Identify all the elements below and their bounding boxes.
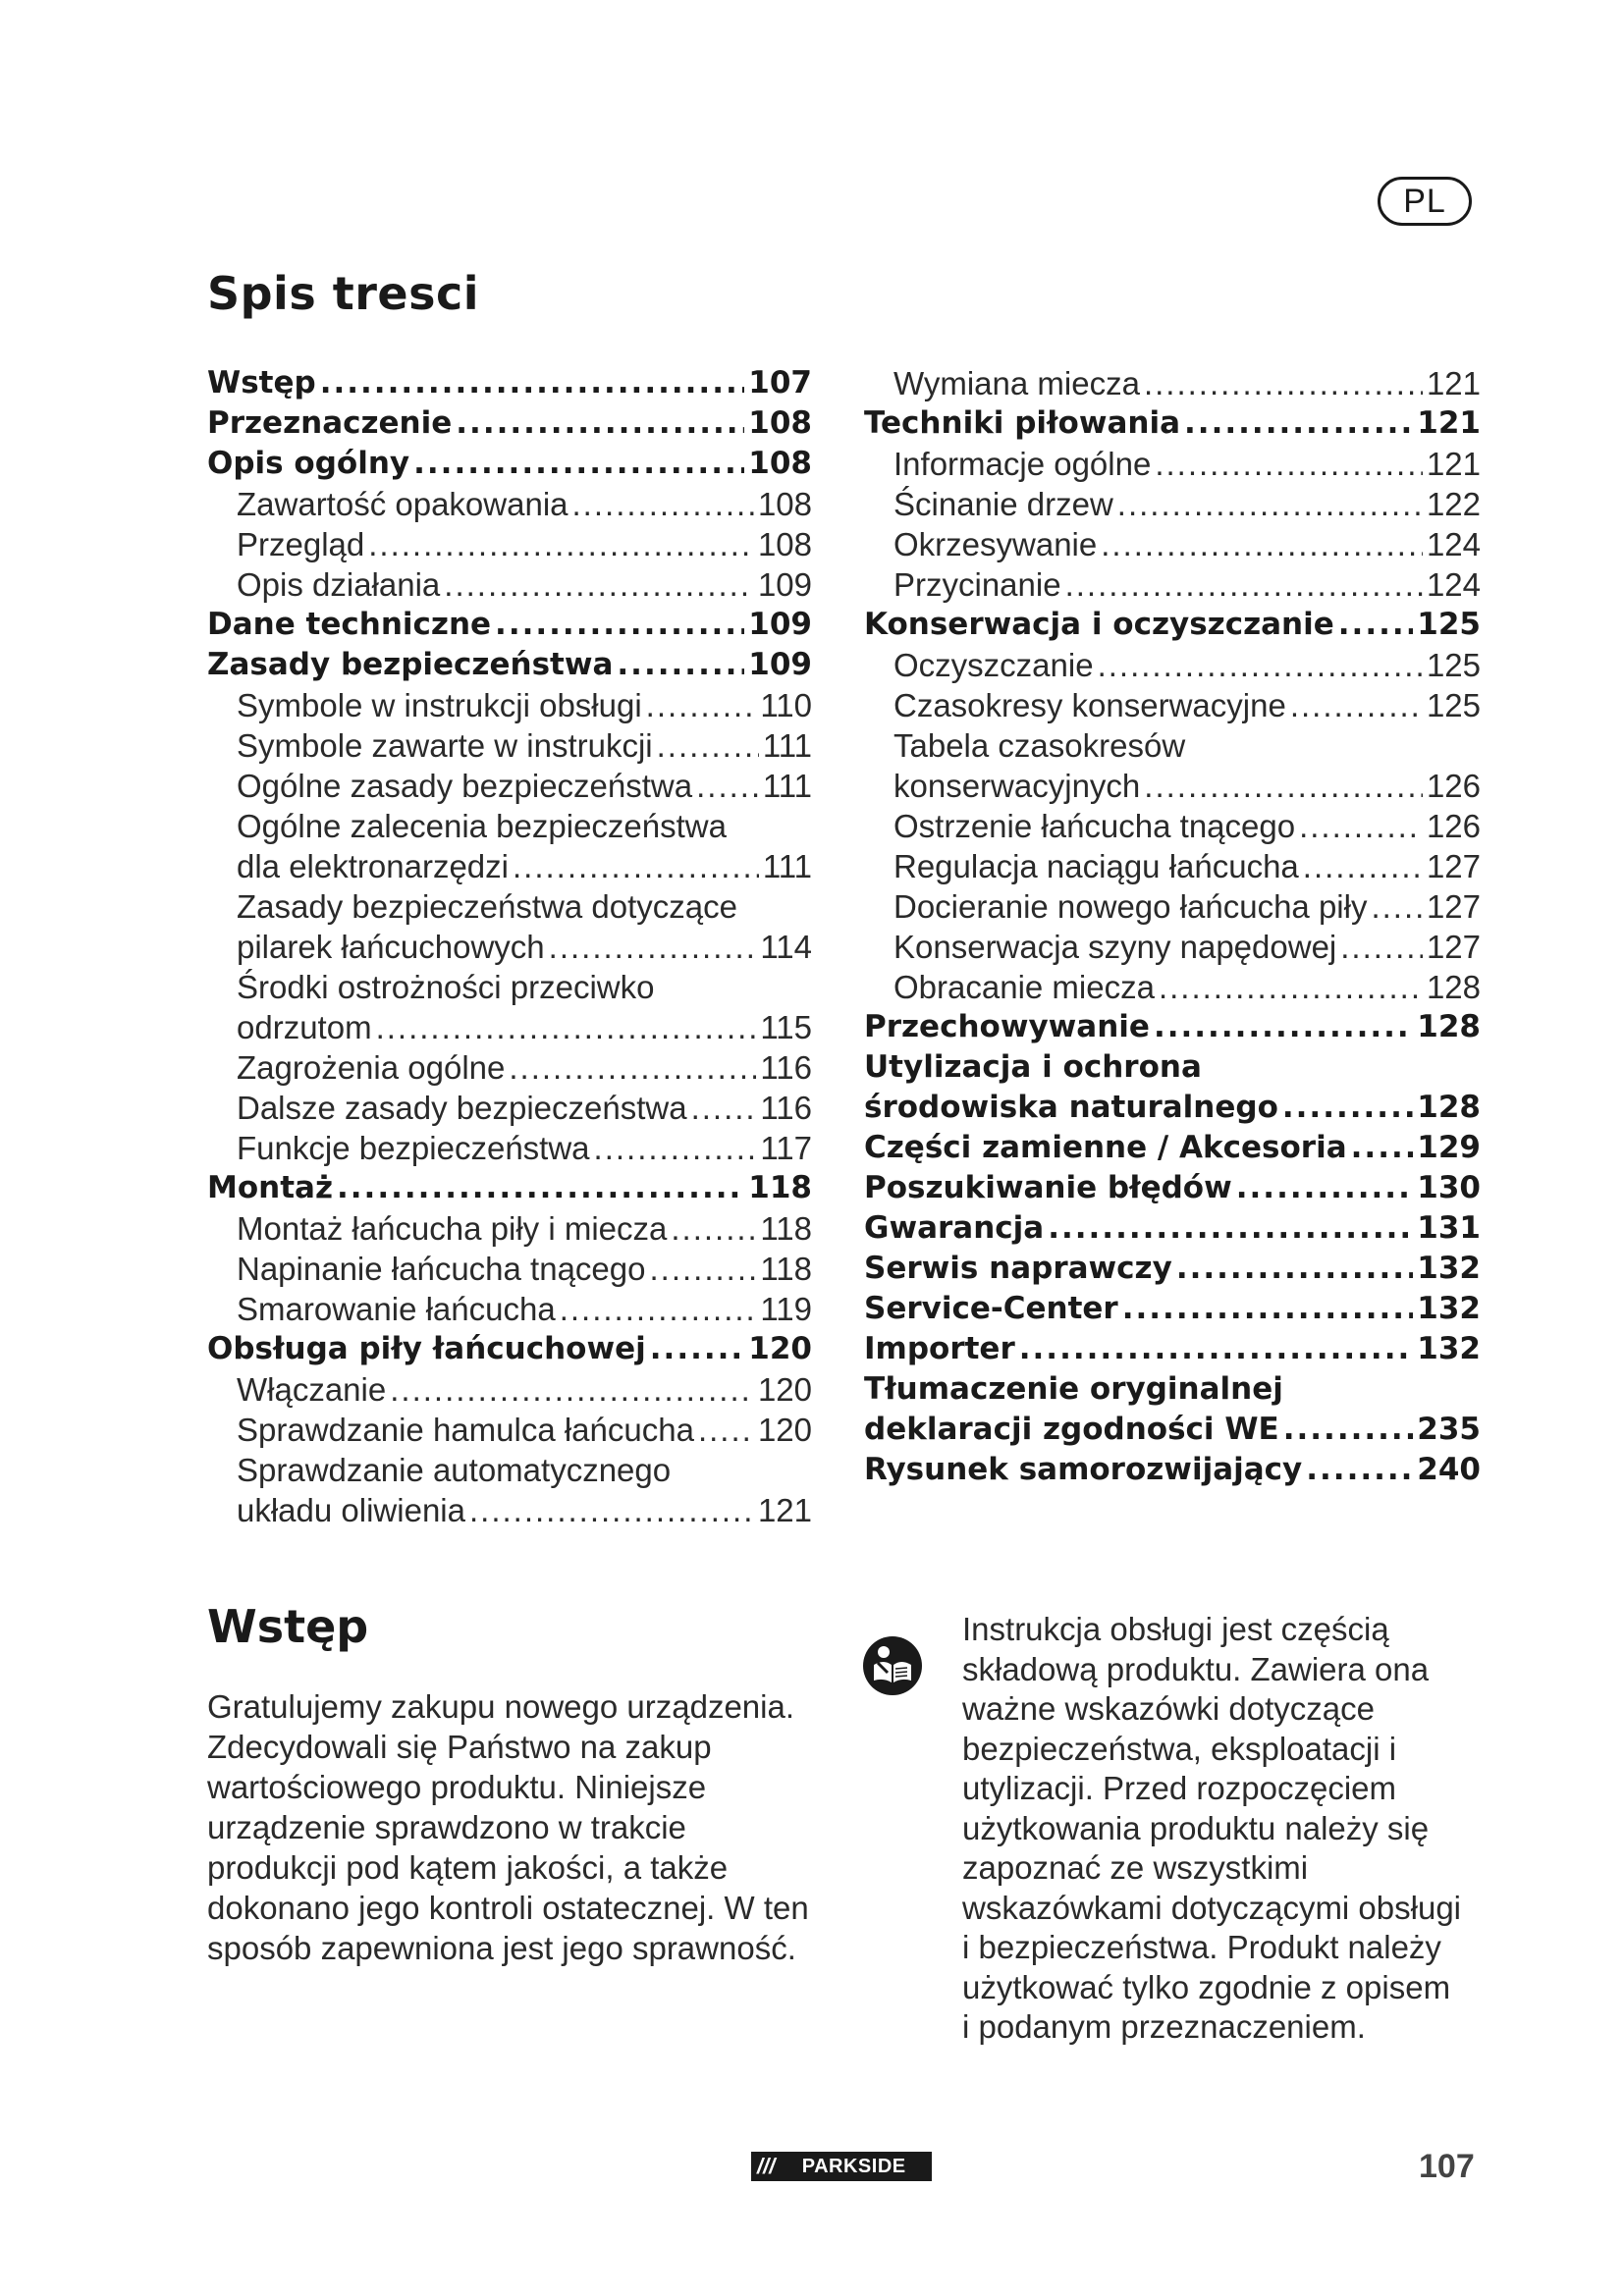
toc-entry xyxy=(207,1410,812,1450)
toc-entry-label: Dalsze zasady bezpieczeństwa xyxy=(237,1090,687,1126)
toc-entry-page: 132 xyxy=(1417,1291,1481,1326)
toc-leader-dots xyxy=(1299,806,1423,846)
language-badge: PL xyxy=(1378,177,1472,226)
toc-entry-page: 109 xyxy=(748,647,812,682)
toc-entry-page: 110 xyxy=(760,687,812,723)
toc-leader-dots xyxy=(320,363,745,403)
toc-entry-page: 120 xyxy=(757,1371,812,1408)
toc-entry-page: 126 xyxy=(1426,768,1481,804)
toc-leader-dots xyxy=(413,444,744,484)
toc-entry-label: Konserwacja szyny napędowej xyxy=(893,929,1337,965)
toc-entry-label: Obracanie miecza xyxy=(893,969,1155,1005)
toc-entry-label: Smarowanie łańcucha xyxy=(237,1291,556,1327)
toc-entry-label: Funkcje bezpieczeństwa xyxy=(237,1130,590,1166)
toc-entry xyxy=(207,645,812,685)
toc-entry-label: Ścinanie drzew xyxy=(893,486,1113,522)
toc-entry-label: Informacje ogólne xyxy=(893,446,1152,482)
toc-leader-dots xyxy=(691,1088,757,1128)
toc-entry-page: 128 xyxy=(1417,1090,1481,1125)
toc-entry-label: Zawartość opakowania xyxy=(237,486,568,522)
toc-entry xyxy=(864,564,1481,605)
toc-entry-label: Poszukiwanie błędów xyxy=(864,1170,1232,1205)
toc-entry-page: 120 xyxy=(757,1412,812,1448)
toc-leader-dots xyxy=(671,1208,756,1249)
toc-entry xyxy=(864,927,1481,967)
toc-entry-label: Oczyszczanie xyxy=(893,647,1094,683)
toc-entry xyxy=(864,1450,1481,1490)
toc-entry-label: Obsługa piły łańcuchowej xyxy=(207,1331,646,1366)
toc-entry-label: Tłumaczenie oryginalnej xyxy=(864,1371,1283,1407)
toc-entry-label: Montaż łańcucha piły i miecza xyxy=(237,1210,668,1247)
toc-entry-label: Ogólne zalecenia bezpieczeństwa xyxy=(237,808,727,844)
toc-entry-page: 124 xyxy=(1426,566,1481,603)
toc-entry-label: Montaż xyxy=(207,1170,333,1205)
toc-entry-page: 111 xyxy=(762,727,812,764)
toc-leader-dots xyxy=(1340,927,1423,967)
toc-leader-dots xyxy=(1371,886,1422,927)
toc-entry xyxy=(207,1047,812,1088)
logo-slashes: /// xyxy=(757,2154,776,2178)
toc-leader-dots xyxy=(1303,846,1423,886)
toc-entry-page: 111 xyxy=(762,768,812,804)
toc-leader-dots xyxy=(1176,1249,1413,1289)
page-number: 107 xyxy=(1419,2148,1475,2185)
toc-entry-label: Konserwacja i oczyszczanie xyxy=(864,607,1334,642)
toc-leader-dots xyxy=(1351,1128,1414,1168)
toc-leader-dots xyxy=(337,1168,744,1208)
toc-entry-label: Techniki piłowania xyxy=(864,405,1181,441)
toc-entry xyxy=(207,725,812,766)
toc-entry xyxy=(864,1249,1481,1289)
toc-entry-label: Ostrzenie łańcucha tnącego xyxy=(893,808,1296,844)
intro-paragraph: Gratulujemy zakupu nowego urządzenia. Zdecydowali się Państwo na zakup wartościowego produktu. Niniejsze urządzenie sprawdzono w trakcie produkcji pod kątem jakości, a także dokonano jego kontroli ostatecznej. W ten sposób zapewniona jest jego sprawność. xyxy=(207,1688,809,1966)
toc-entry xyxy=(207,1490,812,1530)
toc-entry-page: 109 xyxy=(757,566,812,603)
toc-entry xyxy=(207,1289,812,1329)
toc-entry-page: 109 xyxy=(748,607,812,642)
toc-entry-page: 130 xyxy=(1417,1170,1481,1205)
toc-leader-dots xyxy=(1101,524,1423,564)
toc-leader-dots xyxy=(650,1329,745,1369)
toc-entry-label: Wstęp xyxy=(207,365,316,400)
toc-entry-label: Serwis naprawczy xyxy=(864,1251,1172,1286)
toc-entry xyxy=(864,1289,1481,1329)
toc-entry-label: Tabela czasokresów xyxy=(893,727,1186,764)
toc-entry xyxy=(864,403,1481,444)
toc-leader-dots xyxy=(1306,1450,1413,1490)
toc-entry-page: 118 xyxy=(748,1170,812,1205)
toc-entry xyxy=(864,846,1481,886)
toc-entry-page: 124 xyxy=(1426,526,1481,562)
toc-entry-page: 126 xyxy=(1426,808,1481,844)
toc-entry-page: 131 xyxy=(1417,1210,1481,1246)
logo-name: PARKSIDE xyxy=(781,2157,927,2176)
toc-entry xyxy=(864,444,1481,484)
toc-entry-label: Importer xyxy=(864,1331,1015,1366)
toc-entry xyxy=(207,403,812,444)
toc-title: Spis tresci xyxy=(207,267,480,320)
toc-leader-dots xyxy=(594,1128,757,1168)
toc-left-column xyxy=(207,363,812,1530)
toc-entry xyxy=(864,484,1481,524)
toc-entry-label: Czasokresy konserwacyjne xyxy=(893,687,1286,723)
toc-entry-label: Przycinanie xyxy=(893,566,1061,603)
toc-entry xyxy=(207,1128,812,1168)
toc-entry xyxy=(207,846,812,886)
toc-entry-page: 118 xyxy=(760,1210,812,1247)
toc-entry-page: 125 xyxy=(1417,607,1481,642)
toc-entry xyxy=(864,685,1481,725)
toc-entry xyxy=(207,363,812,403)
toc-entry xyxy=(864,766,1481,806)
toc-entry xyxy=(207,444,812,484)
toc-leader-dots xyxy=(469,1490,754,1530)
toc-entry xyxy=(207,1088,812,1128)
toc-entry-page: 121 xyxy=(757,1492,812,1528)
toc-entry-label: Dane techniczne xyxy=(207,607,492,642)
toc-entry xyxy=(207,967,812,1007)
toc-entry-label: Środki ostrożności przeciwko xyxy=(237,969,655,1005)
toc-leader-dots xyxy=(390,1369,754,1410)
toc-entry-page: 235 xyxy=(1417,1412,1481,1447)
toc-entry xyxy=(207,927,812,967)
toc-leader-dots xyxy=(456,403,744,444)
toc-entry-label: Zagrożenia ogólne xyxy=(237,1049,506,1086)
toc-entry-label: Okrzesywanie xyxy=(893,526,1098,562)
toc-entry-label: środowiska naturalnego xyxy=(864,1090,1278,1125)
toc-leader-dots xyxy=(696,766,759,806)
toc-entry-label: Ogólne zasady bezpieczeństwa xyxy=(237,768,693,804)
toc-entry-label: Gwarancja xyxy=(864,1210,1045,1246)
toc-entry-page: 121 xyxy=(1417,405,1481,441)
toc-entry-page: 132 xyxy=(1417,1331,1481,1366)
toc-leader-dots xyxy=(1048,1208,1413,1249)
toc-entry xyxy=(864,645,1481,685)
intro-heading: Wstęp xyxy=(207,1600,369,1653)
toc-leader-dots xyxy=(1117,484,1423,524)
toc-entry xyxy=(864,363,1481,403)
toc-entry xyxy=(207,1168,812,1208)
toc-entry-page: 128 xyxy=(1426,969,1481,1005)
toc-entry-label: Rysunek samorozwijający xyxy=(864,1452,1303,1487)
toc-entry-label: Wymiana miecza xyxy=(893,365,1140,401)
toc-entry-label: Utylizacja i ochrona xyxy=(864,1049,1202,1085)
toc-entry-page: 125 xyxy=(1426,647,1481,683)
toc-entry-page: 121 xyxy=(1426,446,1481,482)
toc-entry xyxy=(207,806,812,846)
toc-entry xyxy=(864,725,1481,766)
toc-entry-label: Zasady bezpieczeństwa xyxy=(207,647,614,682)
toc-entry-page: 117 xyxy=(760,1130,812,1166)
toc-entry xyxy=(864,806,1481,846)
toc-leader-dots xyxy=(1236,1168,1414,1208)
toc-leader-dots xyxy=(657,725,759,766)
toc-entry xyxy=(207,605,812,645)
toc-entry xyxy=(207,564,812,605)
toc-entry-page: 128 xyxy=(1417,1009,1481,1044)
toc-leader-dots xyxy=(1290,685,1423,725)
toc-entry-label: Sprawdzanie automatycznego xyxy=(237,1452,672,1488)
toc-entry xyxy=(207,1249,812,1289)
toc-entry xyxy=(864,524,1481,564)
toc-entry xyxy=(207,1208,812,1249)
toc-entry xyxy=(864,1369,1481,1410)
toc-entry xyxy=(207,1450,812,1490)
toc-entry-label: Zasady bezpieczeństwa dotyczące xyxy=(237,888,737,925)
toc-entry xyxy=(864,1329,1481,1369)
toc-leader-dots xyxy=(646,685,757,725)
toc-entry-page: 240 xyxy=(1417,1452,1481,1487)
toc-leader-dots xyxy=(572,484,754,524)
toc-entry xyxy=(864,1168,1481,1208)
toc-leader-dots xyxy=(617,645,744,685)
toc-leader-dots xyxy=(1184,403,1413,444)
toc-entry xyxy=(207,1007,812,1047)
toc-entry-page: 132 xyxy=(1417,1251,1481,1286)
toc-entry-page: 107 xyxy=(748,365,812,400)
toc-leader-dots xyxy=(549,927,757,967)
toc-leader-dots xyxy=(649,1249,756,1289)
toc-leader-dots xyxy=(509,1047,756,1088)
toc-entry-label: Service-Center xyxy=(864,1291,1118,1326)
toc-entry-label: dla elektronarzędzi xyxy=(237,848,509,884)
toc-right-column xyxy=(864,363,1481,1490)
toc-leader-dots xyxy=(1144,363,1423,403)
toc-leader-dots xyxy=(444,564,754,605)
toc-entry-page: 114 xyxy=(760,929,812,965)
toc-leader-dots xyxy=(1144,766,1423,806)
toc-entry-page: 116 xyxy=(760,1049,812,1086)
toc-entry-label: Docieranie nowego łańcucha piły xyxy=(893,888,1368,925)
toc-entry-label: Opis ogólny xyxy=(207,446,410,481)
toc-entry-page: 115 xyxy=(760,1009,812,1045)
toc-leader-dots xyxy=(1019,1329,1414,1369)
toc-entry xyxy=(864,1088,1481,1128)
toc-entry-label: odrzutom xyxy=(237,1009,372,1045)
toc-entry xyxy=(864,1007,1481,1047)
toc-entry xyxy=(207,766,812,806)
toc-entry xyxy=(864,1410,1481,1450)
toc-entry-page: 118 xyxy=(760,1251,812,1287)
toc-entry-label: konserwacyjnych xyxy=(893,768,1141,804)
toc-entry-label: Symbole w instrukcji obsługi xyxy=(237,687,642,723)
toc-leader-dots xyxy=(1122,1289,1414,1329)
toc-entry xyxy=(207,1369,812,1410)
toc-leader-dots xyxy=(376,1007,757,1047)
toc-leader-dots xyxy=(1154,1007,1413,1047)
toc-entry-page: 119 xyxy=(760,1291,812,1327)
toc-entry xyxy=(864,1208,1481,1249)
toc-leader-dots xyxy=(1065,564,1423,605)
toc-entry-page: 127 xyxy=(1426,888,1481,925)
toc-entry-page: 121 xyxy=(1426,365,1481,401)
toc-leader-dots xyxy=(698,1410,754,1450)
toc-entry-page: 108 xyxy=(748,446,812,481)
toc-leader-dots xyxy=(560,1289,757,1329)
toc-entry-label: Przegląd xyxy=(237,526,365,562)
toc-entry xyxy=(864,1128,1481,1168)
toc-entry xyxy=(864,967,1481,1007)
toc-leader-dots xyxy=(513,846,759,886)
toc-entry xyxy=(207,524,812,564)
toc-entry-label: Przeznaczenie xyxy=(207,405,453,441)
toc-entry xyxy=(864,605,1481,645)
toc-entry-label: Sprawdzanie hamulca łańcucha xyxy=(237,1412,694,1448)
toc-entry-page: 129 xyxy=(1417,1130,1481,1165)
toc-leader-dots xyxy=(495,605,744,645)
toc-entry xyxy=(864,1047,1481,1088)
toc-leader-dots xyxy=(1098,645,1423,685)
toc-leader-dots xyxy=(1283,1410,1414,1450)
toc-leader-dots xyxy=(368,524,754,564)
toc-entry-label: Przechowywanie xyxy=(864,1009,1150,1044)
toc-leader-dots xyxy=(1282,1088,1413,1128)
toc-entry-page: 111 xyxy=(762,848,812,884)
toc-entry-label: układu oliwienia xyxy=(237,1492,465,1528)
toc-entry-label: Części zamienne / Akcesoria xyxy=(864,1130,1347,1165)
toc-entry-page: 116 xyxy=(760,1090,812,1126)
toc-entry-page: 120 xyxy=(748,1331,812,1366)
toc-entry-label: Symbole zawarte w instrukcji xyxy=(237,727,653,764)
toc-entry xyxy=(207,685,812,725)
toc-entry-page: 108 xyxy=(748,405,812,441)
toc-entry-label: Regulacja naciągu łańcucha xyxy=(893,848,1299,884)
toc-entry xyxy=(207,1329,812,1369)
toc-leader-dots xyxy=(1155,444,1423,484)
toc-entry-page: 122 xyxy=(1426,486,1481,522)
toc-entry-label: deklaracji zgodności WE xyxy=(864,1412,1279,1447)
parkside-logo xyxy=(751,2152,932,2181)
toc-entry-page: 125 xyxy=(1426,687,1481,723)
toc-leader-dots xyxy=(1159,967,1423,1007)
toc-entry xyxy=(864,886,1481,927)
toc-entry-page: 127 xyxy=(1426,848,1481,884)
toc-entry xyxy=(207,886,812,927)
read-manual-icon xyxy=(862,1635,923,1696)
toc-entry-label: Opis działania xyxy=(237,566,441,603)
toc-entry-label: Napinanie łańcucha tnącego xyxy=(237,1251,646,1287)
toc-entry-page: 108 xyxy=(757,526,812,562)
toc-entry-page: 127 xyxy=(1426,929,1481,965)
toc-entry-label: pilarek łańcuchowych xyxy=(237,929,545,965)
note-paragraph: Instrukcja obsługi jest częścią składową produktu. Zawiera ona ważne wskazówki dotyczące bezpieczeństwa, eksploatacji i utylizacji. Przed rozpoczęciem użytkowania produktu należy się zapoznać ze wszystkimi wskazówkami dotyczącymi obsługi i bezpieczeństwa. Produkt należy użytkować tylko zgodnie z opisem i podanym przeznaczeniem. xyxy=(962,1611,1462,2045)
toc-entry xyxy=(207,484,812,524)
toc-entry-label: Włączanie xyxy=(237,1371,387,1408)
toc-entry-page: 108 xyxy=(757,486,812,522)
toc-leader-dots xyxy=(1338,605,1414,645)
